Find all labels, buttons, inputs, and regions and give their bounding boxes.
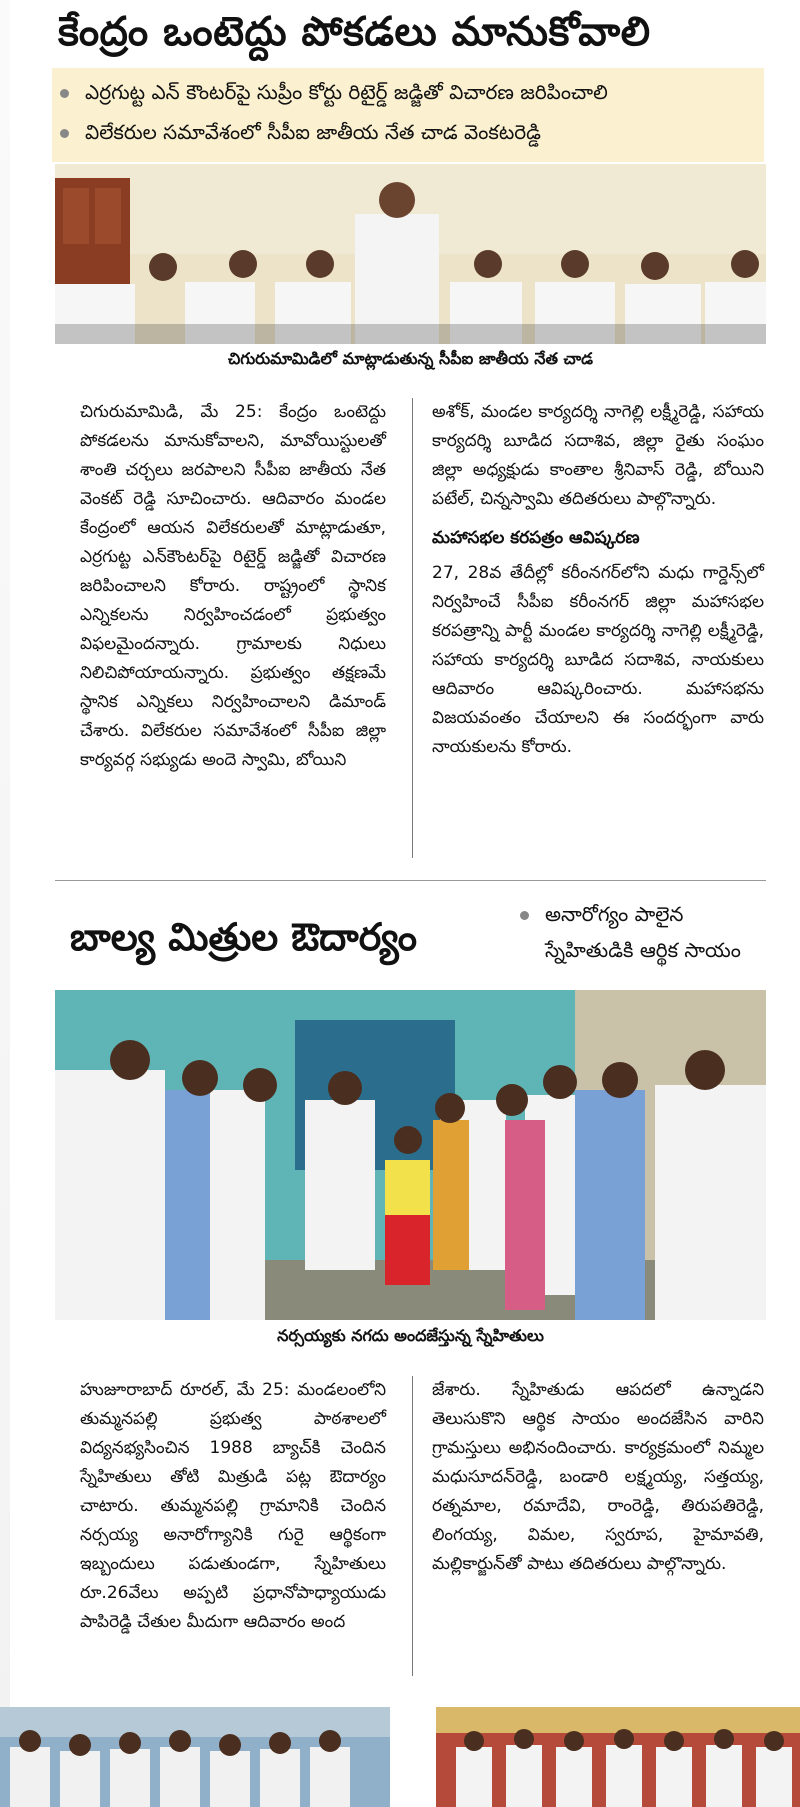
- story1-bullet-1: [52, 68, 764, 112]
- group-photo-left: [0, 1707, 390, 1807]
- story2-bullet: [520, 896, 770, 968]
- story2-photo: [55, 990, 766, 1320]
- story1-right-column: [432, 398, 764, 762]
- story1-caption: చిగురుమామిడిలో మాట్లాడుతున్న సీపీఐ జాతీయ నేత చాడ: [228, 349, 593, 368]
- story2-caption: నర్సయ్యకు నగదు అందజేస్తున్న స్నేహితులు: [277, 1326, 544, 1345]
- story2-headline: బాల్య మిత్రుల ఔదార్యం: [70, 915, 418, 959]
- story1-subhead: మహాసభల కరపత్రం ఆవిష్కరణ: [432, 528, 640, 548]
- story2-right-text: జేశారు. స్నేహితుడు ఆపదలో ఉన్నాడని తెలుసుకొని ఆర్థిక సాయం అందజేసిన వారిని గ్రామస్తులు అభినందించారు. కార్యక్రమంలో నిమ్మల మధుసూదన్‌రెడ్డి, బండారి లక్ష్మయ్య, సత్తయ్య, రత్నమాల, రమాదేవి, రాంరెడ్డి, తిరుపతిరెడ్డి, లింగయ్య, విమల, స్వరూప, హైమావతి, మల్లికార్జున్‌తో పాటు తదితరులు పాల్గొన్నారు.: [432, 1380, 764, 1574]
- story1-bullet-text-1: ఎర్రగుట్ట ఎన్ కౌంటర్‌పై సుప్రీం కోర్టు రిటైర్డ్ జడ్జితో విచారణ జరిపించాలి: [85, 80, 608, 104]
- left-margin-strip: [0, 0, 10, 1807]
- story1-headline: కేంద్రం ఒంటెద్దు పోకడలు మానుకోవాలి: [58, 9, 651, 55]
- story-divider: [55, 880, 766, 881]
- bullet-dot-icon: [60, 129, 69, 138]
- story1-bullet-band: [52, 68, 764, 162]
- story2-left-column: [80, 1376, 386, 1637]
- story2-bullet-line-1: [520, 896, 770, 932]
- story1-right-text: అశోక్, మండల కార్యదర్శి నాగెల్లి లక్ష్మీరెడ్డి, సహాయ కార్యదర్శి బూడిద సదాశివ, జిల్లా రైతు సంఘం జిల్లా అధ్యక్షుడు కాంతాల శ్రీనివాస్ రెడ్డి, బోయిని పటేల్, చిన్నస్వామి తదితరులు పాల్గొన్నారు.: [432, 402, 764, 509]
- story2-right-column: [432, 1376, 764, 1579]
- bullet-dot-icon: [520, 911, 529, 920]
- story1-left-text: చిగురుమామిడి, మే 25: కేంద్రం ఒంటెద్దు పోకడలను మానుకోవాలని, మావోయిస్టులతో శాంతి చర్చలు జరపాలని సీపీఐ జాతీయ నేత వెంకట్ రెడ్డి సూచించారు. ఆదివారం మండల కేంద్రంలో ఆయన విలేకరులతో మాట్లాడుతూ, ఎర్రగుట్ట ఎన్‌కౌంటర్‌పై రిటైర్డ్ జడ్జితో విచారణ జరిపించాలని కోరారు. రాష్ట్రంలో స్థానిక ఎన్నికలను నిర్వహించడంలో ప్రభుత్వం విఫలమైందన్నారు. గ్రామాలకు నిధులు నిలిచిపోయాయన్నారు. ప్రభుత్వం తక్షణమే స్థానిక ఎన్నికలు నిర్వహించాలని డిమాండ్ చేశారు. విలేకరుల సమావేశంలో సీపీఐ జిల్లా కార్యవర్గ సభ్యుడు అందె స్వామి, బోయిని: [80, 402, 386, 770]
- story1-left-column: [80, 398, 386, 775]
- column-divider: [412, 398, 413, 858]
- story1-bullet-2: [52, 112, 764, 152]
- press-meet-photo: [55, 164, 766, 344]
- story2-left-text: హుజూరాబాద్ రూరల్, మే 25: మండలంలోని తుమ్మనపల్లి ప్రభుత్వ పాఠశాలలో విద్యనభ్యసించిన 1988 బ్యాచ్‌కి చెందిన స్నేహితులు తోటి మిత్రుడి పట్ల ఔదార్యం చాటారు. తుమ్మనపల్లి గ్రామానికి చెందిన నర్సయ్య అనారోగ్యానికి గురై ఆర్థికంగా ఇబ్బందులు పడుతుండగా, స్నేహితులు రూ.26వేలు అప్పటి ప్రధానోపాధ్యాయుడు పాపిరెడ్డి చేతుల మీదుగా ఆదివారం అంద: [80, 1380, 386, 1632]
- bullet-dot-icon: [60, 89, 69, 98]
- bottom-photo-left: [0, 1707, 390, 1807]
- story1-photo: [55, 164, 766, 344]
- bottom-photo-right: [436, 1707, 800, 1807]
- story1-right-text-2: 27, 28వ తేదీల్లో కరీంనగర్‌లోని మధు గార్డెన్స్‌లో నిర్వహించే సీపీఐ కరీంనగర్ జిల్లా మహాసభల కరపత్రాన్ని పార్టీ మండల కార్యదర్శి నాగెల్లి లక్ష్మీరెడ్డి, సహాయ కార్యదర్శి బూడిద సదాశివ, నాయకులు ఆదివారం ఆవిష్కరించారు. మహాసభను విజయవంతం చేయాలని ఈ సందర్భంగా వారు నాయకులను కోరారు.: [432, 563, 764, 757]
- story2-bullet-line-2: స్నేహితుడికి ఆర్థిక సాయం: [545, 938, 741, 962]
- group-photo-right: [436, 1707, 800, 1807]
- friends-group-photo: [55, 990, 766, 1320]
- story2-bullet-text-1: అనారోగ్యం పాలైన: [545, 902, 684, 926]
- column-divider: [412, 1376, 413, 1676]
- story1-bullet-text-2: విలేకరుల సమావేశంలో సీపీఐ జాతీయ నేత చాడ వెంకటరెడ్డి: [85, 120, 541, 144]
